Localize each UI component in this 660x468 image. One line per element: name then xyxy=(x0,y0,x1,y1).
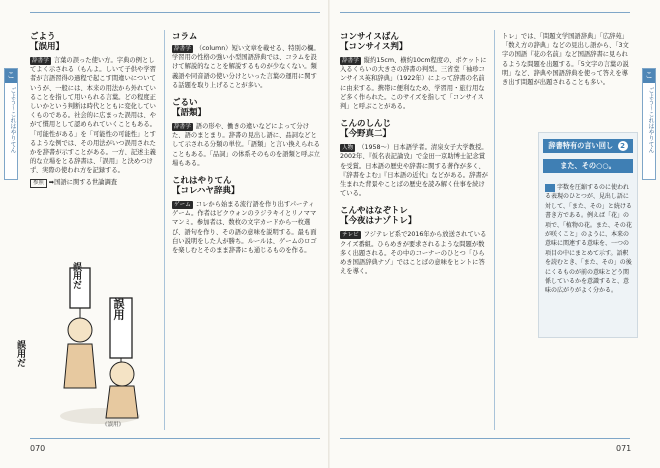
feature-body xyxy=(545,183,633,296)
category-tag: テレビ xyxy=(342,232,359,239)
feature-title xyxy=(543,139,633,153)
index-tab xyxy=(642,68,656,180)
entry-subtitle: 【コンサイス判】 xyxy=(340,42,408,52)
entry-subtitle: 【語類】 xyxy=(172,108,207,119)
entry-subtitle: 【コレハヤ辞典】 xyxy=(172,186,240,197)
sign-text: 誤用 xyxy=(112,298,125,320)
entry-title: こんのしんじ xyxy=(340,119,392,130)
entry-text: （1958〜）日本語学者。清泉女子大学教授。2002年、『仮名表記論攷』で金田一京助博士記念賞を受賞。日本語の歴史や辞書に関する著作が多く、『辞書をよむ』『日本語の近代』などがある。辞書が生まれた背景やことばの歴史を読み解く仕事を続けている。 xyxy=(340,144,488,198)
entry-subtitle: 【今野真二】 xyxy=(340,129,392,140)
category-tag: ゲーム xyxy=(174,202,191,209)
category-tag: 辞書学 xyxy=(174,124,191,131)
entry-text: フジテレビ系で2016年から放送されているクイズ番組。ひらめきが要求されるような問題が数多く出題される。その中のコーナーのひとつ「ひらめき国語辞典ナゾ」ではことばの意味をヒントに答えを導く。 xyxy=(340,231,487,276)
right-column-2-intro xyxy=(502,32,630,87)
tab-text: ごよう〜これはやりてん xyxy=(9,87,16,153)
continued-text: トレ」では、「問題文学国語辞典」「広辞苑」「数え方の辞典」などの見出し語から、「3文字の国語『花の名前』など国語辞書に見られるような問題を出題する。「5文字の言葉の説明」など、辞典や国語辞典を使って答えを導き出す問題が出題されることも多い。 xyxy=(502,33,629,87)
tab-head: こ xyxy=(643,69,655,83)
feature-subtitle: また、その○○。 xyxy=(543,159,633,173)
entry-title: ごよう xyxy=(30,32,56,42)
entry-text: 語の形や、働きの違いなどによって分けた、語のまとまり。辞書の見出し語に、品詞などとして示される分類の単位。「語類」と言い換えられることもある。「品詞」の体系そのものを語類と呼ぶ立場もある。 xyxy=(172,123,320,167)
feature-title-text: 辞書特有の言い回し xyxy=(548,141,614,150)
illustration-caption: 《誤用》 xyxy=(102,422,125,428)
entry-subtitle: 【誤用】 xyxy=(30,42,65,52)
bottom-rule xyxy=(30,438,320,439)
book-icon xyxy=(545,184,555,192)
entry-body xyxy=(340,56,488,111)
entry-subtitle: 【今夜はナゾトレ】 xyxy=(340,216,417,227)
column-divider xyxy=(494,30,495,430)
category-tag: 人物 xyxy=(342,145,354,152)
index-tab xyxy=(4,68,18,180)
left-column-1 xyxy=(30,32,156,188)
tab-text: ごよう〜これはやりてん xyxy=(647,87,654,153)
entry-title: こんやはなぞトレ xyxy=(340,206,408,217)
entry-body xyxy=(340,143,488,198)
entry-body xyxy=(172,44,320,90)
entry-text: （column）短い文章を載せる、特別の欄。学習用の性格の強い小型国語辞典では、コラムを設けて解説的なことを解説するものが少なくない。類義語や同音語の使い分けといった言葉の運用に関する話題を取り上げることが多い。 xyxy=(172,45,320,89)
entry-body xyxy=(172,122,320,168)
sign-text: 誤用だ xyxy=(15,340,25,367)
entry-text: 言葉の誤った使い方。字典の例としてよく示される（もんよ。しいて子供や学習者が言語習得の過程で起こす間違いについていうが、一般には、本来の用法から外れていることを指して用いられる言葉。どの程度正しいかという判断は時代とともに変化していくものである。社会的に広まった誤用は、やがて慣用として認められていくこともある。「可能性がある」を「可能性の可能性」とするような例では、その用法がいつ誤用されたかを辞書が示すことがある。一方、記述主義的な立場をとる辞書は、「誤用」と決めつけず、実際の使われ方を記録する。 xyxy=(30,57,156,175)
entry-text: 縦約15cm、横約10cm程度の、ポケットに入るくらいの大きさの辞書の判型。三省堂「袖珍コンサイス英和辞典」（1922年）によって辞書の名前に由来する。携帯に便利なため、学習用・旅行用など多く作られた。このサイズを指して「コンサイス判」と呼ぶことがある。 xyxy=(340,57,487,111)
top-rule xyxy=(340,12,630,13)
xref-label: 参照 xyxy=(30,179,47,188)
left-column-2 xyxy=(172,32,320,255)
tab-head: こ xyxy=(5,69,17,83)
xref-target[interactable]: 国語に関する世論調査 xyxy=(54,178,118,186)
feature-box xyxy=(538,132,638,338)
entry-body xyxy=(172,200,320,255)
page-number: 071 xyxy=(616,444,632,453)
entry-text: コレから始まる流行語を作り出すパーティゲーム。作者はピクウォンのラジラキイとリノマママンミ。参加者は、数枚の文字カードから一枚選び、語句を作り、その語の意味を説明する。最も面白い説明をした人が勝ち。ルールは、ゲームのロゴを楽しむとそのまま辞書にも通じるものを作る。 xyxy=(172,201,317,255)
page-number: 070 xyxy=(30,444,46,453)
column-divider xyxy=(164,30,165,430)
category-tag: 辞書学 xyxy=(32,58,49,64)
top-rule xyxy=(30,12,320,13)
right-column-1 xyxy=(340,32,488,276)
entry-body xyxy=(340,230,488,276)
feature-number-badge: 2 xyxy=(618,141,628,151)
cross-reference: 参照 ➡国語に関する世論調査 xyxy=(30,178,156,188)
entry-title: コラム xyxy=(172,32,198,42)
entry-title: これはやりてん xyxy=(172,176,232,187)
entry-body xyxy=(30,56,156,176)
category-tag: 辞書学 xyxy=(342,58,359,64)
feature-body-text: 字数を圧縮するのに使われる表現のひとつが、見出し語に対して、「また、その」と続ける書き方である。例えば「花」の項で、「植物の花。また、その花が咲くこと」のように、本来の意味に関連する意味を、一つの項目の中にまとめて示す。語釈を読むとき、「また、その」の後にくるものが前の意味とどう関係しているかを意識すると、意味の広がりがよく分かる。 xyxy=(545,184,632,295)
entry-title: コンサイスばん xyxy=(340,32,399,42)
category-tag: 辞書学 xyxy=(174,46,191,52)
entry-title: ごるい xyxy=(172,98,198,109)
bottom-rule xyxy=(340,438,630,439)
sign-text: 誤用だ xyxy=(71,262,81,289)
illustration xyxy=(40,258,158,438)
